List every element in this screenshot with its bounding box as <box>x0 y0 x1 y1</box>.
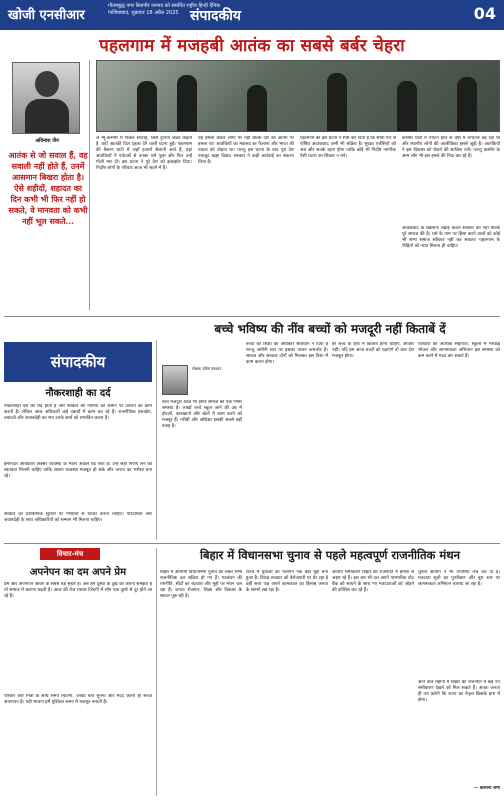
page-number: 04 <box>473 4 496 23</box>
editorial-subtitle: नौकरशाही का दर्द <box>45 388 111 399</box>
photo-figure <box>177 75 197 131</box>
photo-figure <box>247 85 267 131</box>
politics-byline: — कल्पना शर्मा <box>473 786 500 791</box>
editorial-column-1: नौकरशाही देश की रीढ़ होती है और सरकार की नीतियों को जमीन पर उतारने का काम करती है। लेकिन आज अधिकारी कई दबावों में काम कर रहे हैं। राजनीतिक हस्तक्षेप, तबादले और जवाबदेही का भय उनके कार्य को प्रभावित करता है। <box>4 404 152 421</box>
column-title: अपनेपन का दम अपने प्रेम <box>29 567 127 578</box>
lead-photo <box>96 60 500 132</box>
author-photo <box>12 62 80 134</box>
politics-headline: बिहार में विधानसभा चुनाव से पहले महत्वपूर्ण राजनीतिक मंथन <box>200 548 460 562</box>
lead-column-2: यह हमला केवल लोगों पर नहीं बल्कि देश की आत्मा पर हमला था। आतंकियों का मकसद डर फैलाना और भारत की एकता को तोड़ना था। परन्तु इस घटना के बाद पूरा देश एकजुट खड़ा दिखा। सरकार ने कड़ी कार्रवाई का संकल्प लिया है। <box>198 136 294 165</box>
editorial-title: संपादकीय <box>4 342 152 382</box>
editorial-column-2: ईमानदार अधिकारी अक्सर व्यवस्था के भीतर अकेले पड़ जाते हैं। उन्हें सही निर्णय लेने की स्वतंत्रता मिलनी चाहिए ताकि शासन व्यवस्था मजबूत हो सके और जनता का भरोसा बना रहे। <box>4 462 152 479</box>
column-divider <box>156 548 157 796</box>
portrait-head-shape <box>35 71 59 97</box>
pull-quote: आतंक से जो सवाल हैं, वह सवाली नहीं होते हैं, उनमें आसमान बिखरा होता है। ऐसे शहीदों, शहादत का दिन कभी भी फिर नहीं हो सकते, वे मानवता को कभी नहीं भूल सकते... <box>8 150 88 226</box>
lead-column-5: आतंकवाद के खिलाफ लड़ाई केवल सरकार की नहीं बल्कि पूरे समाज की है। धर्म के नाम पर हिंसा करने वालों को कोई भी सभ्य समाज स्वीकार नहीं कर सकता। पहलगाम के पीड़ितों को न्याय मिलना ही चाहिए। <box>402 226 500 249</box>
lead-headline: पहलगाम में मजहबी आतंक का सबसे बर्बर चेहरा <box>99 36 405 56</box>
politics-column-4: चुनाव आयोग ने भी तैयारियां तेज कर दी हैं। मतदाता सूची का पुनरीक्षण और बूथ स्तर पर जागरूकता अभियान चलाया जा रहा है। <box>418 570 500 587</box>
column-tag: विचार-मंच <box>40 548 100 560</box>
column-body-1: प्रेम और अपनापन जीवन के सबसे बड़े सहारे हैं। जब हम दूसरों के दुख को अपना समझते हैं तो समाज में करुणा बढ़ती है। आज की तेज रफ्तार जिंदगी में लोग एक दूसरे से दूर होते जा रहे हैं। <box>4 582 152 599</box>
portrait-body-shape <box>25 99 69 133</box>
feature-column-3: हर बच्चे के हाथ में किताब होनी चाहिए, औजार नहीं। यदि हम आज बच्चों को पढ़ाएंगे तो कल देश मजबूत होगा। <box>332 342 414 359</box>
section-title: संपादकीय <box>190 8 241 24</box>
politics-column-2: राज्य में युवाओं का पलायन एक बड़ा मुद्दा बना हुआ है। विपक्ष सरकार को बेरोजगारी पर घेर रहा है वहीं सत्ता पक्ष अपने कामकाज का हिसाब जनता के सामने रख रहा है। <box>246 570 328 593</box>
photo-figure <box>137 81 157 131</box>
politics-column-5: आने वाले महीनों में बिहार की राजनीति में कई नए समीकरण देखने को मिल सकते हैं। अंततः जनता ही तय करेगी कि राज्य का नेतृत्व किसके हाथ में होगा। <box>418 680 500 703</box>
newspaper-logo: खोजी एनसीआर <box>8 8 85 23</box>
feature-column-1: बाल मजदूरी आज भी हमारे समाज की एक गंभीर समस्या है। लाखों बच्चे स्कूल जाने की उम्र में होटलों, कारखानों और खेतों में काम करने को मजबूर हैं। गरीबी और अशिक्षा इसकी सबसे बड़ी वजह है। <box>162 400 242 429</box>
photo-figure <box>397 81 417 131</box>
masthead <box>0 0 504 30</box>
feature-author-caption: लेखक वरिष्ठ पत्रकार <box>192 366 222 371</box>
feature-column-4: परिवारों को आर्थिक सहायता, स्कूलों में मध्याह्न भोजन और जागरूकता अभियान इस समस्या को कम करने में मदद कर सकते हैं। <box>418 342 500 359</box>
feature-author-photo <box>162 365 188 395</box>
column-divider <box>156 340 157 540</box>
politics-column-3: जातीय समीकरण बिहार की राजनीति में हमेशा से अहम रहे हैं। इस बार भी दल अपने पारम्परिक वोट बैंक को साधने के साथ नए मतदाताओं को जोड़ने की कोशिश कर रहे हैं। <box>332 570 414 593</box>
politics-column-1: बिहार में आगामी विधानसभा चुनाव को लेकर सभी राजनीतिक दल सक्रिय हो गए हैं। गठबंधन की रणनीति, सीटों का बंटवारा और मुद्दों पर मंथन चल रहा है। जनता रोजगार, शिक्षा और विकास के सवाल पूछ रही है। <box>160 570 242 599</box>
column-body-2: परिवार और मित्रों के साथ समय बिताना, उनकी बात सुनना और मदद करना ही सच्चा अपनापन है। यही भावना हमें मुश्किल समय में मजबूत बनाती है। <box>4 694 152 705</box>
editorial-column-3: सरकार को प्रशासनिक सुधारों पर गंभीरता से विचार करना चाहिए। पारदर्शिता और जवाबदेही के साथ अधिकारियों को सम्मान भी मिलना चाहिए। <box>4 512 152 523</box>
masthead-tagline: गौतमबुद्ध नगर बिजनौर जनपद को समर्पित राष्ट्रीय हिन्दी दैनिक <box>108 3 221 9</box>
feature-headline: बच्चे भविष्य की नींव बच्चों को मजदूरी नहीं किताबें दें <box>214 322 446 336</box>
author-name: अविनाश जैन <box>35 138 59 144</box>
masthead-date: गाजियाबाद, शुक्रवार 18 अप्रैल 2025 <box>108 10 179 16</box>
photo-figure <box>327 73 347 131</box>
lead-column-4: कश्मीर घाटी में पर्यटन हाल के वर्षों में लगातार बढ़ रहा था और स्थानीय लोगों की आजीविका इससे जुड़ी है। आतंकियों ने इस विकास को रोकने की साजिश रची। परन्तु कश्मीर के आम लोग भी इस हमले की निंदा कर रहे हैं। <box>402 136 500 159</box>
photo-figure <box>457 77 477 131</box>
section-divider <box>4 316 500 317</box>
lead-column-3: पहलगाम की इस घटना ने स्पष्ट कर दिया है कि सीमा पार से पोषित आतंकवाद अभी भी सक्रिय है। सुरक्षा एजेंसियों को अब और सतर्क रहना होगा ताकि कोई भी निर्दोष नागरिक ऐसी घटना का शिकार न बने। <box>300 136 396 159</box>
sidebar-opinion <box>4 60 90 310</box>
lead-column-1: ज म्मू-कश्मीर में पिछले सप्ताह, जिसे दुनिया जन्नत कहती है, वहाँ आतंकी दिल दहला देने वाली घटना हुई। पहलगाम की बैसरन घाटी में जहाँ हजारों सैलानी आते हैं, वहां आतंकियों ने पर्यटकों से उनका धर्म पूछा और फिर उन्हें गोली मार दी। इस घटना ने पूरे देश को झकझोर दिया। निर्दोष लोगों के परिवार आज भी सदमे में हैं। <box>96 136 192 171</box>
section-divider <box>4 543 500 544</box>
feature-column-2: बच्चों को शिक्षा का अधिकार संविधान ने दिया है परन्तु जमीनी स्तर पर इसका पालन कमजोर है। समाज और सरकार दोनों को मिलकर इस दिशा में काम करना होगा। <box>246 342 328 365</box>
